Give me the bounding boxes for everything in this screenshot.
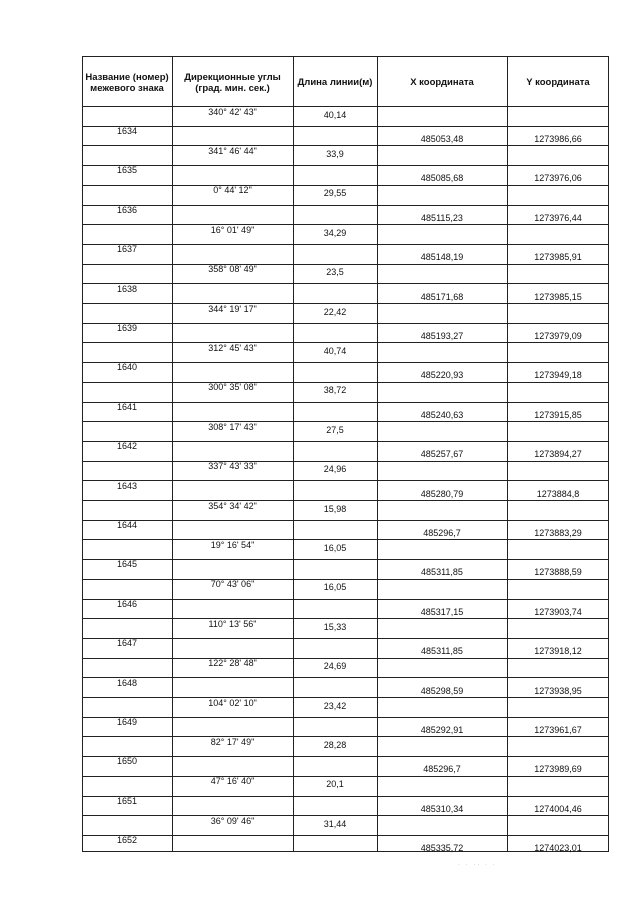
point-name: 1641 (116, 401, 138, 412)
x-coordinate: 485148,19 (420, 252, 464, 263)
first-segment-length: 40,14 (323, 110, 347, 120)
row-divider (82, 342, 609, 343)
x-coordinate: 485115,23 (421, 212, 463, 223)
point-name: 1634 (116, 126, 138, 136)
header-point-name: Название (номер) межевого знака (85, 71, 169, 94)
direction-angle: 36° 09' 46" (210, 815, 255, 826)
point-name: 1648 (116, 677, 138, 688)
point-name: 1635 (116, 165, 138, 176)
direction-angle: 300° 35' 08" (208, 382, 257, 393)
point-name: 1644 (116, 520, 138, 530)
x-coordinate: 485317,15 (420, 606, 464, 617)
direction-angle: 19° 16' 54" (210, 540, 255, 550)
row-divider (82, 776, 609, 777)
line-length: 15,33 (323, 621, 347, 632)
column-divider (172, 56, 173, 852)
y-coordinate: 1273985,91 (534, 252, 582, 263)
point-name: 1649 (116, 717, 138, 727)
line-length: 28,28 (323, 740, 347, 750)
first-segment-angle: 340° 42' 43" (208, 107, 257, 117)
line-length: 20,1 (326, 779, 344, 790)
point-name: 1637 (116, 244, 138, 255)
direction-angle: 358° 08' 49" (208, 264, 257, 275)
y-coordinate: 1273915,85 (534, 409, 582, 420)
y-coordinate: 1273986,66 (534, 134, 582, 144)
direction-angle: 354° 34' 42" (208, 500, 257, 511)
row-divider (82, 185, 609, 186)
y-coordinate: 1273918,12 (534, 646, 582, 657)
row-divider (82, 461, 609, 462)
row-divider (82, 303, 609, 304)
y-coordinate: 1273961,67 (534, 725, 582, 735)
point-name: 1646 (116, 598, 138, 609)
direction-angle: 341° 46' 44" (208, 146, 257, 156)
x-coordinate: 485193,27 (420, 331, 464, 341)
header-x-coordinate: X координата (410, 77, 474, 89)
row-divider (82, 579, 609, 580)
x-coordinate: 485085,68 (420, 173, 464, 184)
direction-angle: 16° 01' 49" (210, 224, 255, 235)
y-coordinate: 1273883,29 (534, 528, 582, 538)
direction-angle: 104° 02' 10" (208, 697, 257, 708)
direction-angle: 344° 19' 17" (208, 303, 257, 314)
point-name: 1645 (116, 559, 138, 570)
y-coordinate: 1273976,44 (534, 212, 582, 223)
line-length: 27,5 (326, 424, 344, 435)
line-length: 24,69 (323, 661, 347, 672)
line-length: 15,98 (323, 503, 347, 514)
x-coordinate: 485296,7 (423, 764, 461, 775)
x-coordinate: 485311,85 (421, 567, 463, 578)
point-name: 1647 (116, 638, 138, 649)
point-name: 1638 (116, 283, 138, 294)
point-name: 1639 (116, 323, 138, 333)
x-coordinate: 485171,68 (420, 291, 464, 302)
line-length: 33,9 (326, 149, 344, 159)
x-coordinate: 485311,85 (421, 646, 463, 657)
margin-marks: · · ·· · · (458, 862, 497, 868)
point-name: 1642 (116, 441, 138, 452)
line-length: 22,42 (323, 306, 347, 317)
y-coordinate: 1274023,01 (534, 843, 582, 854)
row-divider (82, 815, 609, 816)
direction-angle: 122° 28' 48" (208, 658, 257, 669)
x-coordinate: 485053,48 (420, 134, 464, 144)
x-coordinate: 485292,91 (420, 725, 464, 735)
row-divider (82, 421, 609, 422)
point-name: 1652 (116, 835, 138, 846)
x-coordinate: 485257,67 (420, 449, 464, 460)
line-length: 24,96 (323, 464, 347, 475)
header-y-coordinate: Y координата (526, 77, 590, 89)
x-coordinate: 485296,7 (423, 528, 461, 538)
y-coordinate: 1273976,06 (534, 173, 582, 184)
row-divider (82, 618, 609, 619)
header-direction-angle: Дирекционные углы (град. мин. сек.) (184, 71, 281, 94)
point-name: 1651 (116, 795, 138, 806)
y-coordinate: 1273938,95 (534, 685, 582, 696)
row-divider (82, 658, 609, 659)
line-length: 29,55 (323, 188, 347, 199)
row-divider (82, 224, 609, 225)
line-length: 16,05 (323, 582, 347, 593)
point-name: 1643 (116, 480, 138, 491)
direction-angle: 0° 44' 12" (213, 185, 252, 196)
y-coordinate: 1273903,74 (534, 606, 582, 617)
x-coordinate: 485280,79 (420, 488, 464, 499)
row-divider (82, 145, 609, 146)
row-divider (82, 736, 609, 737)
row-divider (82, 539, 609, 540)
line-length: 34,29 (323, 227, 347, 238)
point-name: 1636 (116, 204, 138, 215)
row-divider (82, 382, 609, 383)
y-coordinate: 1273884,8 (536, 488, 580, 499)
x-coordinate: 485298,59 (420, 685, 464, 696)
point-name: 1650 (116, 756, 138, 767)
row-divider (82, 500, 609, 501)
x-coordinate: 485220,93 (420, 370, 464, 381)
y-coordinate: 1273888,59 (534, 567, 582, 578)
y-coordinate: 1274004,46 (534, 803, 582, 814)
x-coordinate: 485240,63 (420, 409, 464, 420)
y-coordinate: 1273985,15 (534, 291, 582, 302)
row-divider (82, 697, 609, 698)
y-coordinate: 1273979,09 (534, 331, 582, 341)
column-divider (82, 56, 83, 852)
direction-angle: 312° 45' 43" (208, 343, 257, 353)
line-length: 31,44 (323, 818, 347, 829)
direction-angle: 47° 16' 40" (210, 776, 255, 787)
line-length: 40,74 (323, 346, 347, 356)
header-line-length: Длина линии(м) (297, 77, 373, 89)
line-length: 23,5 (326, 267, 344, 278)
point-name: 1640 (116, 362, 138, 373)
direction-angle: 82° 17' 49" (210, 737, 255, 747)
row-divider (82, 264, 609, 265)
line-length: 16,05 (323, 543, 347, 553)
x-coordinate: 485310,34 (420, 803, 464, 814)
x-coordinate: 485335,72 (420, 843, 464, 854)
direction-angle: 337° 43' 33" (208, 461, 257, 472)
y-coordinate: 1273894,27 (534, 449, 582, 460)
column-divider (293, 56, 294, 852)
direction-angle: 110° 13' 56" (208, 618, 257, 629)
line-length: 23,42 (323, 700, 347, 711)
line-length: 38,72 (323, 385, 347, 396)
y-coordinate: 1273989,69 (534, 764, 582, 775)
direction-angle: 70° 43' 06" (210, 579, 255, 590)
y-coordinate: 1273949,18 (534, 370, 582, 381)
direction-angle: 308° 17' 43" (208, 421, 257, 432)
